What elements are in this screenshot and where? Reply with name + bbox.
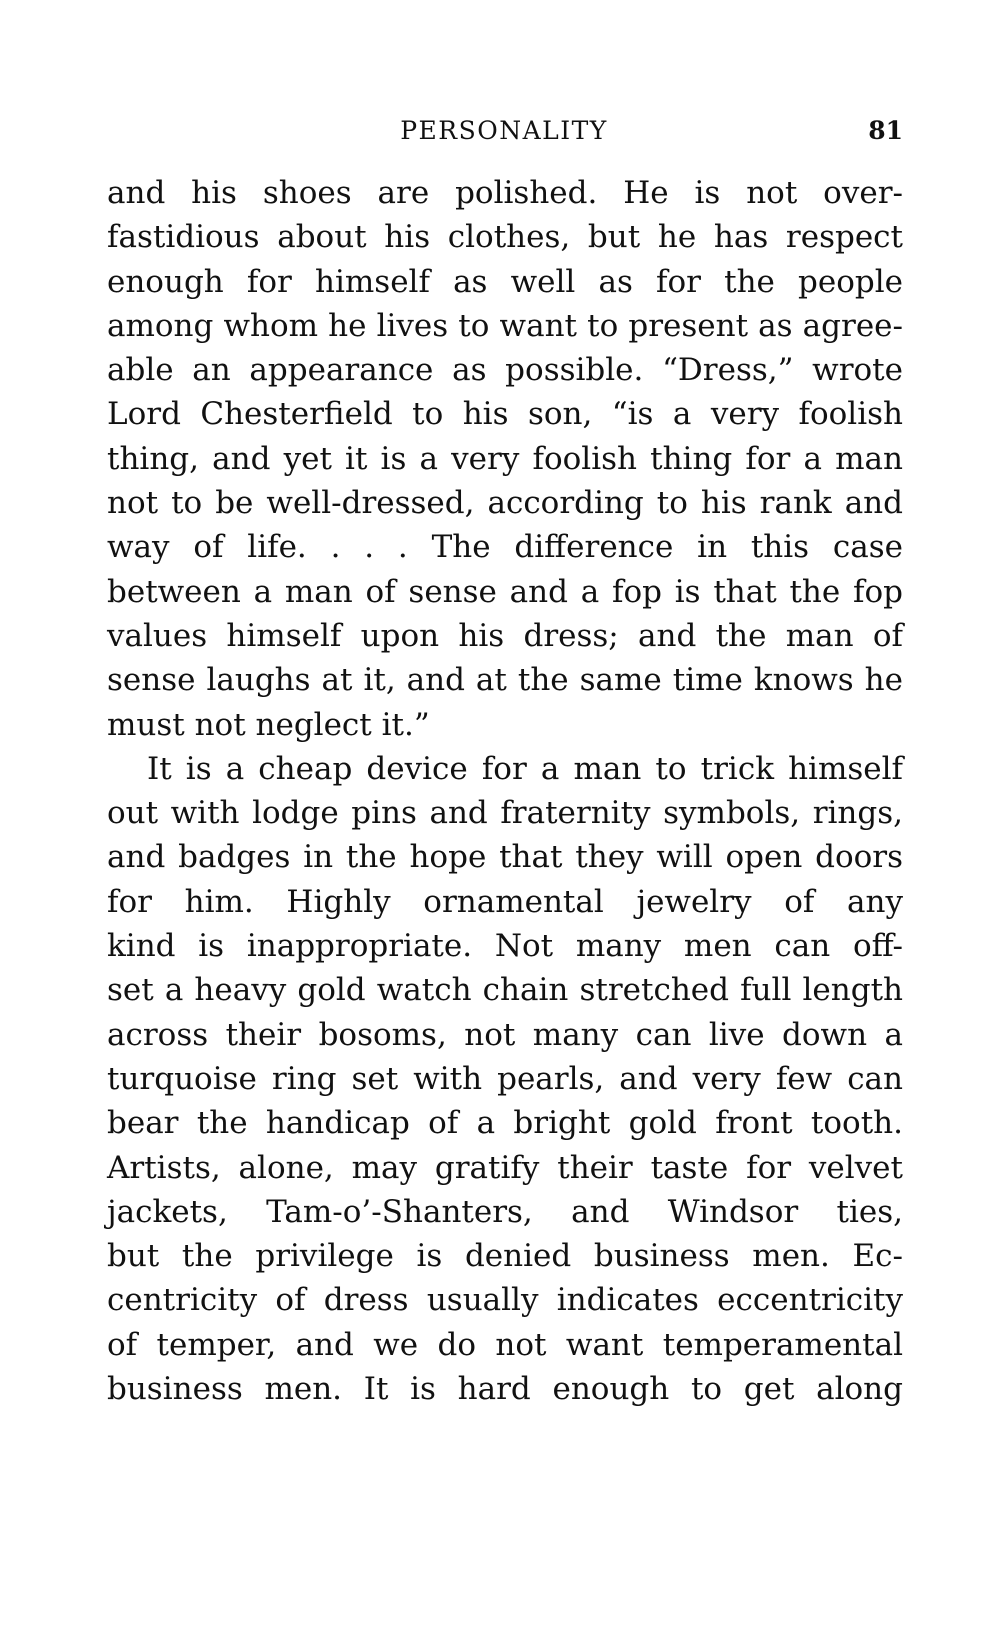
text-line: able an appearance as possible. “Dress,” wrote	[107, 352, 903, 389]
text-line: values himself upon his dress; and the man of	[107, 617, 903, 654]
text-line: kind is inappropriate. Not many men can off-	[107, 928, 903, 965]
text-line: centricity of dress usually indicates eccentricity	[107, 1282, 903, 1319]
text-line: enough for himself as well as for the people	[107, 263, 903, 300]
running-header	[105, 112, 903, 152]
running-title: PERSONALITY	[400, 116, 608, 145]
text-line: among whom he lives to want to present as agree-	[107, 307, 903, 344]
text-line: business men. It is hard enough to get along	[107, 1371, 903, 1408]
text-line: sense laughs at it, and at the same time knows he	[107, 662, 903, 699]
text-line: bear the handicap of a bright gold front tooth.	[107, 1105, 903, 1142]
body-text	[107, 171, 903, 1411]
text-line: not to be well-dressed, according to his rank and	[107, 485, 903, 522]
text-line: way of life. . . . The difference in this case	[107, 529, 903, 566]
text-line: turquoise ring set with pearls, and very few can	[107, 1060, 903, 1097]
text-line: out with lodge pins and fraternity symbols, rings,	[107, 795, 903, 832]
text-line: It is a cheap device for a man to trick himself	[147, 750, 903, 787]
text-line: for him. Highly ornamental jewelry of any	[107, 883, 903, 920]
page-number: 81	[868, 116, 903, 145]
text-line: and badges in the hope that they will open doors	[107, 839, 903, 876]
text-line: across their bosoms, not many can live down a	[107, 1016, 903, 1053]
text-line: thing, and yet it is a very foolish thing for a man	[107, 440, 903, 477]
text-line: jackets, Tam-o’-Shanters, and Windsor ties,	[107, 1193, 903, 1230]
text-line: must not neglect it.”	[107, 706, 430, 743]
text-line: and his shoes are polished. He is not over-	[107, 175, 903, 211]
text-line: fastidious about his clothes, but he has respect	[107, 219, 903, 256]
text-line: set a heavy gold watch chain stretched full length	[107, 972, 903, 1009]
text-line: Artists, alone, may gratify their taste for velvet	[107, 1149, 903, 1186]
text-line: Lord Chesterfield to his son, “is a very foolish	[107, 396, 903, 433]
text-line: between a man of sense and a fop is that the fop	[107, 573, 903, 610]
text-line: of temper, and we do not want temperamental	[107, 1326, 903, 1363]
text-line: but the privilege is denied business men. Ec-	[107, 1238, 903, 1275]
